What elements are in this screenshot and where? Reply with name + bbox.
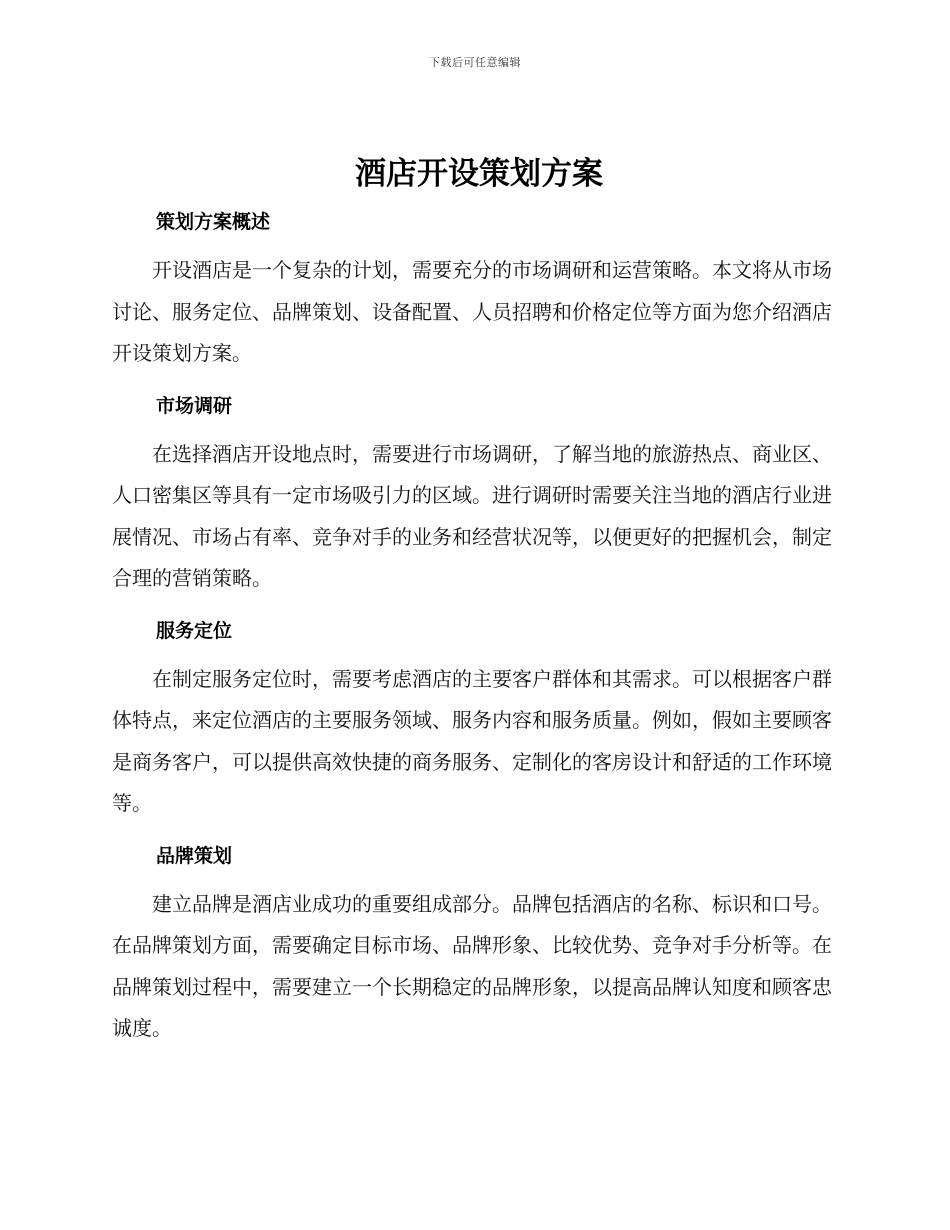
section-overview: [112, 203, 832, 375]
section-heading: 策划方案概述: [156, 211, 271, 233]
section-heading: 市场调研: [156, 394, 233, 417]
header-note: 下载后可任意编辑: [429, 56, 521, 69]
section-market-research: [112, 387, 832, 600]
document-title: 酒店开设策划方案: [355, 156, 603, 192]
section-heading: 服务定位: [156, 619, 233, 642]
section-paragraph: 建立品牌是酒店业成功的重要组成部分。品牌包括酒店的名称、标识和口号。在品牌策划方面，需要确定目标市场、品牌形象、比较优势、竞争对手分析等。在品牌策划过程中，需要建立一个长期稳定的品牌形象，以提高品牌认知度和顾客忠诚度。: [112, 891, 832, 1040]
section-brand-planning: [112, 837, 832, 1050]
section-paragraph: 在选择酒店开设地点时，需要进行市场调研，了解当地的旅游热点、商业区、人口密集区等具有一定市场吸引力的区域。进行调研时需要关注当地的酒店行业进展情况、市场占有率、竞争对手的业务和经营状况等，以便更好的把握机会，制定合理的营销策略。: [112, 441, 832, 590]
section-paragraph: 在制定服务定位时，需要考虑酒店的主要客户群体和其需求。可以根据客户群体特点，来定位酒店的主要服务领域、服务内容和服务质量。例如，假如主要顾客是商务客户，可以提供高效快捷的商务服务、定制化的客房设计和舒适的工作环境等。: [112, 666, 832, 815]
section-paragraph: 开设酒店是一个复杂的计划，需要充分的市场调研和运营策略。本文将从市场讨论、服务定位、品牌策划、设备配置、人员招聘和价格定位等方面为您介绍酒店开设策划方案。: [112, 258, 832, 365]
section-service-positioning: [112, 612, 832, 825]
document-content: [112, 203, 832, 1062]
section-heading: 品牌策划: [156, 844, 233, 867]
